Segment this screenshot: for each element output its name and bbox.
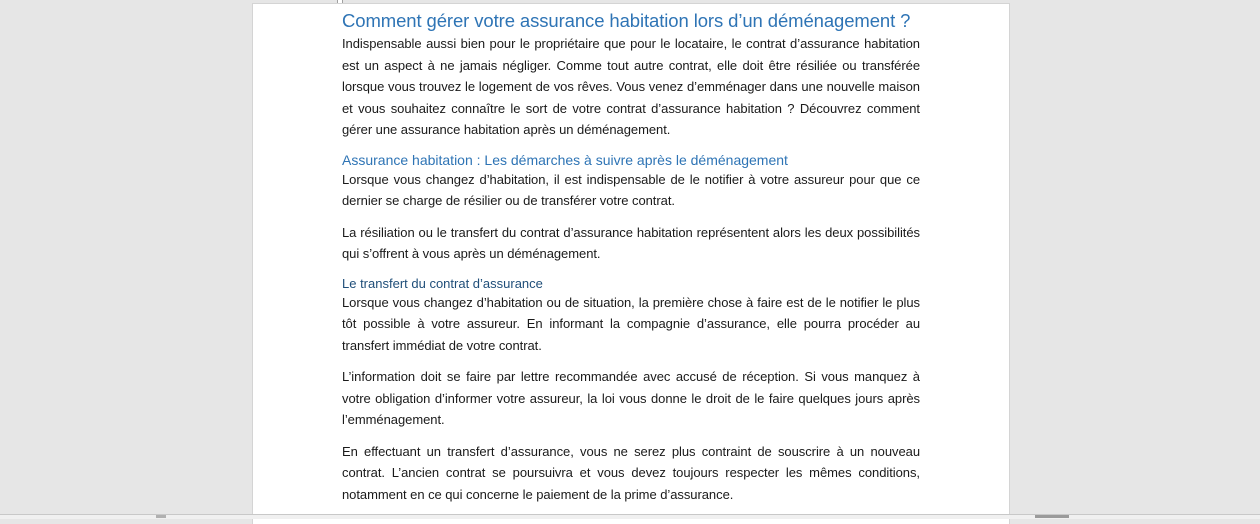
document-page[interactable] <box>253 4 1009 524</box>
section1-heading: Assurance habitation : Les démarches à suivre après le déménagement <box>342 151 788 168</box>
section2-heading: Le transfert du contrat d’assurance <box>342 275 543 291</box>
section1-paragraph-2: La résiliation ou le transfert du contrat d’assurance habitation représentent alors les deux possibilités qui s’offrent à vous après un déménagement. <box>342 224 920 261</box>
document-body[interactable] <box>342 9 920 515</box>
section2-paragraph-1: Lorsque vous changez d’habitation ou de situation, la première chose à faire est de le notifier le plus tôt possible à votre assureur. En informant la compagnie d’assurance, elle pourra procéder au transfert immédiat de votre contrat. <box>342 294 920 353</box>
document-title: Comment gérer votre assurance habitation lors d’un déménagement ? <box>342 10 911 31</box>
intro-paragraph: Indispensable aussi bien pour le propriétaire que pour le locataire, le contrat d’assurance habitation est un aspect à ne jamais négliger. Comme tout autre contrat, elle doit être résiliée ou transférée lorsque vous trouvez le logement de vos rêves. Vous venez d’emménager dans une nouvelle maison et vous souhaitez connaître le sort de votre contrat d’assurance habitation ? Découvrez comment gérer une assurance habitation après un déménagement. <box>342 36 920 137</box>
section2-paragraph-3: En effectuant un transfert d’assurance, vous ne serez plus contraint de souscrire à un nouveau contrat. L’ancien contrat se poursuivra et vous devez toujours respecter les mêmes conditions, notamment en ce qui concerne le paiement de la prime d’assurance. <box>342 443 920 502</box>
section1-paragraph-1: Lorsque vous changez d’habitation, il est indispensable de le notifier à votre assureur pour que ce dernier se charge de résilier ou de transférer votre contrat. <box>342 171 920 208</box>
section2-paragraph-2: L’information doit se faire par lettre recommandée avec accusé de réception. Si vous manquez à votre obligation d’informer votre assureur, la loi vous donne le droit de le faire quelques jours après l’emménagement. <box>342 369 920 427</box>
status-bar <box>0 514 1260 519</box>
